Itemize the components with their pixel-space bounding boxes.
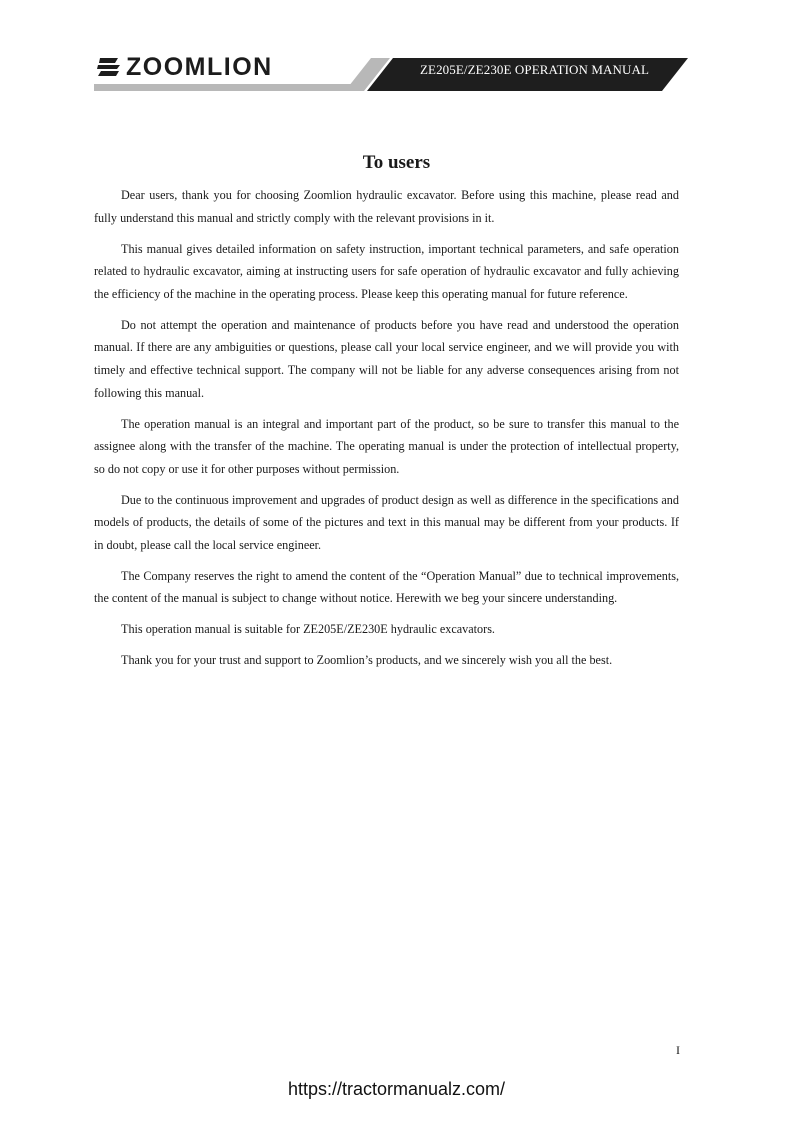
paragraph: Dear users, thank you for choosing Zoomlion hydraulic excavator. Before using this machine, please read and fully understand this manual and strictly comply with the relevant provisions in it. xyxy=(94,188,679,225)
brand-name: ZOOMLION xyxy=(126,53,273,81)
manual-title: ZE205E/ZE230E OPERATION MANUAL xyxy=(420,62,650,77)
document-body xyxy=(94,184,679,680)
paragraph: This operation manual is suitable for ZE205E/ZE230E hydraulic excavators. xyxy=(121,622,495,637)
brand-logo xyxy=(96,54,273,80)
page-number: I xyxy=(676,1043,680,1057)
paragraph: The Company reserves the right to amend the content of the “Operation Manual” due to technical improvements, the content of the manual is subject to change without notice. Herewith we beg your sincere understanding. xyxy=(94,568,679,606)
page-header xyxy=(0,0,793,100)
paragraph: Do not attempt the operation and maintenance of products before you have read and understood the operation manual. If there are any ambiguities or questions, please call your local service engineer, and we will provide you with timely and effective technical support. The company will not be liable for any adverse consequences arising from not following this manual. xyxy=(94,317,679,400)
zoomlion-logo-icon xyxy=(96,56,122,78)
paragraph: This manual gives detailed information on safety instruction, important technical parameters, and safe operation related to hydraulic excavator, aiming at instructing users for safe operation of hydraulic excavator and fully achieving the efficiency of the machine in the operating process. Please keep this operating manual for future reference. xyxy=(94,241,679,301)
page-title: To users xyxy=(362,152,431,173)
header-gray-bar xyxy=(94,84,364,91)
footer-url-link[interactable]: https://tractormanualz.com/ xyxy=(287,1079,506,1099)
paragraph: The operation manual is an integral and important part of the product, so be sure to transfer this manual to the assignee along with the transfer of the machine. The operating manual is under the protection of intellectual property, so do not copy or use it for other purposes without permission. xyxy=(94,416,679,476)
paragraph: Due to the continuous improvement and upgrades of product design as well as difference in the specifications and models of products, the details of some of the pictures and text in this manual may be different from your products. If in doubt, please call the local service engineer. xyxy=(94,492,679,552)
header-band-graphic xyxy=(0,0,793,100)
paragraph: Thank you for your trust and support to Zoomlion’s products, and we sincerely wish you all the best. xyxy=(121,653,613,668)
